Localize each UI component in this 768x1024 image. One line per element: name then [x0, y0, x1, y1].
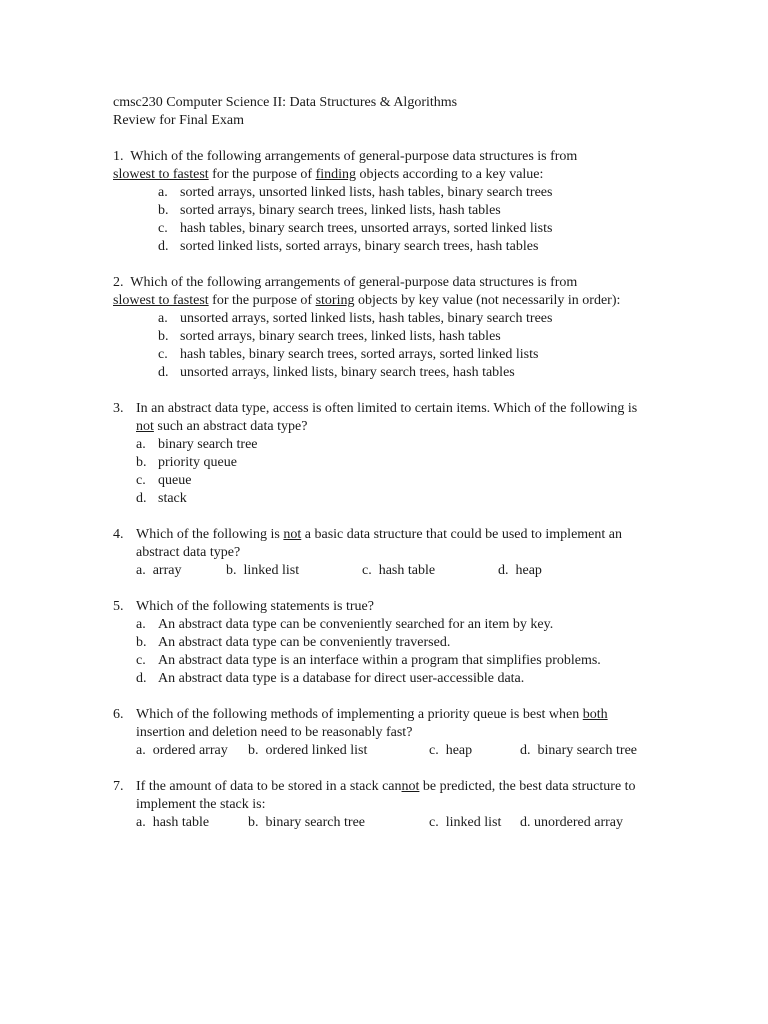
question-6-options [136, 742, 653, 760]
question-2 [113, 274, 653, 382]
option-b: b. linked list [226, 563, 300, 578]
question-4-options [136, 562, 653, 580]
question-3: 3. In an abstract data type, access is often limited to certain items. Which of the following is not such an abstract data type? a. binary search tree b. priority queue c. queue d. stack [113, 400, 653, 508]
option-c: c. hash tables, binary search trees, sorted arrays, sorted linked lists [158, 347, 539, 362]
question-6: 6. Which of the following methods of implementing a priority queue is best when both insertion and deletion need to be reasonably fast? a. ordered array b. ordered linked list c. heap d. binary search tree [113, 706, 653, 760]
option-b: b. sorted arrays, binary search trees, linked lists, hash tables [158, 329, 501, 344]
option-b: b. An abstract data type can be conveniently traversed. [136, 635, 451, 650]
option-a: a. An abstract data type can be conveniently searched for an item by key. [136, 617, 554, 632]
question-5: 5. Which of the following statements is true? a. An abstract data type can be conveniently searched for an item by key. b. An abstract data type can be conveniently traversed. c. An abstract data type is an interface within a program that simplifies problems. d. An abstract data type is a database for direct user-accessible data. [113, 598, 653, 688]
question-2-options [113, 310, 653, 382]
option-d: d. stack [136, 491, 187, 506]
question-3-options [136, 436, 653, 508]
document-header [113, 94, 653, 130]
option-c: c. hash table [362, 563, 436, 578]
option-b: b. sorted arrays, binary search trees, linked lists, hash tables [158, 203, 501, 218]
option-b: b. binary search tree [248, 815, 365, 830]
question-1-stem: 1. Which of the following arrangements of general-purpose data structures is from slowest to fastest for the purpose of finding objects according to a key value: [113, 149, 578, 182]
question-5-stem: Which of the following statements is true? [136, 599, 374, 614]
document-subtitle: Review for Final Exam [113, 113, 245, 128]
option-d: d. heap [498, 563, 542, 578]
option-a: a. sorted arrays, unsorted linked lists, hash tables, binary search trees [158, 185, 553, 200]
option-d: d. unordered array [520, 815, 624, 830]
option-d: d. sorted linked lists, sorted arrays, binary search trees, hash tables [158, 239, 539, 254]
option-d: d. unsorted arrays, linked lists, binary search trees, hash tables [158, 365, 515, 380]
option-b: b. ordered linked list [248, 743, 368, 758]
question-5-options [136, 616, 653, 688]
option-a: a. unsorted arrays, sorted linked lists, hash tables, binary search trees [158, 311, 553, 326]
option-b: b. priority queue [136, 455, 237, 470]
option-c: c. queue [136, 473, 192, 488]
question-3-stem: In an abstract data type, access is often limited to certain items. Which of the following is not such an abstract data type? [136, 401, 638, 434]
option-c: c. hash tables, binary search trees, unsorted arrays, sorted linked lists [158, 221, 553, 236]
exam-page [113, 94, 653, 832]
course-title: cmsc230 Computer Science II: Data Structures & Algorithms [113, 95, 458, 110]
question-1-options [113, 184, 653, 256]
question-4-stem: Which of the following is not a basic data structure that could be used to implement an abstract data type? [136, 527, 622, 560]
option-d: d. binary search tree [520, 743, 637, 758]
option-a: a. array [136, 563, 182, 578]
option-a: a. hash table [136, 815, 210, 830]
option-c: c. linked list [429, 815, 502, 830]
question-7: 7. If the amount of data to be stored in a stack cannot be predicted, the best data structure to implement the stack is: a. hash table b. binary search tree c. linked list d. unordered array [113, 778, 653, 832]
question-4: 4. Which of the following is not a basic data structure that could be used to implement an abstract data type? a. array b. linked list c. hash table d. heap [113, 526, 653, 580]
question-7-stem: If the amount of data to be stored in a stack cannot be predicted, the best data structure to implement the stack is: [136, 779, 636, 812]
question-2-stem: 2. Which of the following arrangements of general-purpose data structures is from slowest to fastest for the purpose of storing objects by key value (not necessarily in order): [113, 275, 621, 308]
option-a: a. binary search tree [136, 437, 258, 452]
option-c: c. heap [429, 743, 473, 758]
option-d: d. An abstract data type is a database for direct user-accessible data. [136, 671, 525, 686]
option-a: a. ordered array [136, 743, 228, 758]
option-c: c. An abstract data type is an interface within a program that simplifies problems. [136, 653, 601, 668]
question-6-stem: Which of the following methods of implementing a priority queue is best when both insertion and deletion need to be reasonably fast? [136, 707, 608, 740]
question-1 [113, 148, 653, 256]
question-7-options [136, 814, 653, 832]
